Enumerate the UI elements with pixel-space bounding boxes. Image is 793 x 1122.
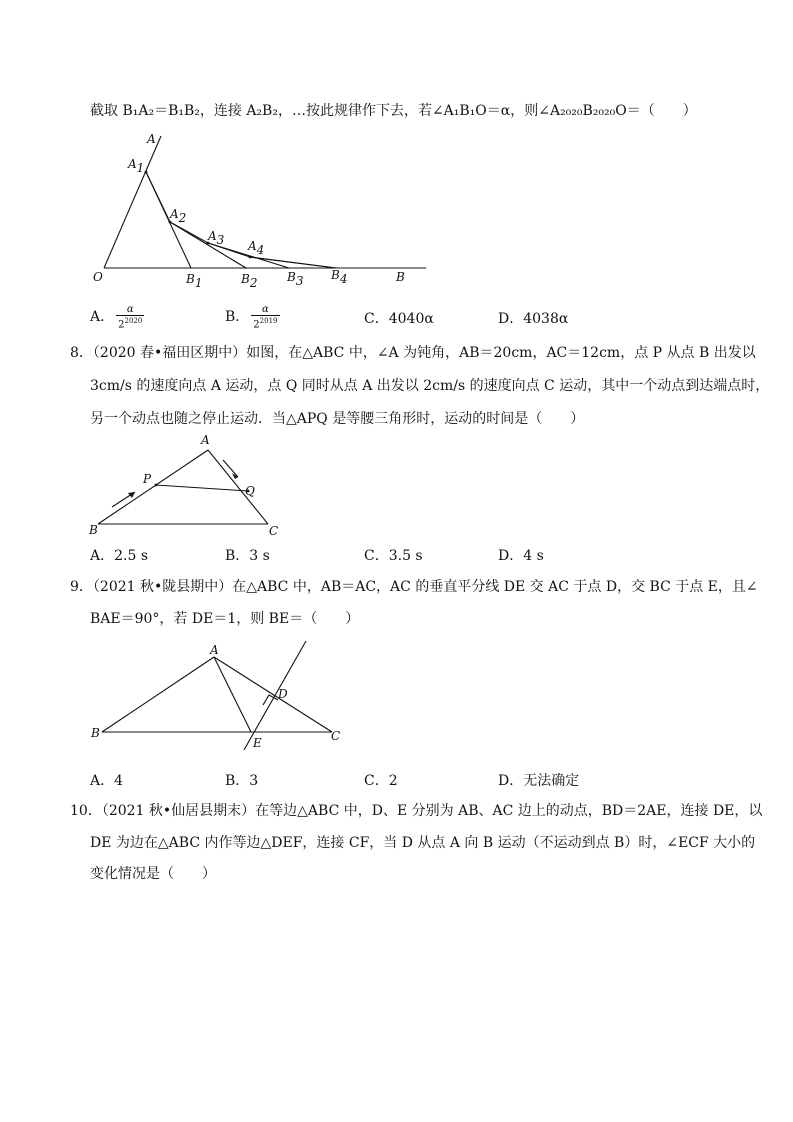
q9-options: [90, 770, 710, 792]
q7-label-A1: A1: [128, 157, 145, 175]
q9-line-2: BAE＝90°，若 DE＝1，则 BE＝（ ）: [90, 611, 360, 627]
q7-label-O: O: [93, 270, 103, 284]
q9-option-c[interactable]: C．2: [364, 773, 398, 789]
q7-options: [90, 304, 710, 331]
q7-label-B2: B2: [241, 272, 258, 290]
q9-label-D: D: [278, 687, 288, 701]
q7-label-A2: A2: [170, 207, 187, 225]
q8-option-c[interactable]: C．3.5 s: [364, 548, 423, 564]
q7-option-b[interactable]: B． $\frac{\alpha}{2^{2019}}$: [225, 304, 278, 331]
q7-option-c[interactable]: C．4040α: [364, 311, 434, 327]
q7-figure: [90, 128, 435, 293]
q9-option-a[interactable]: A．4: [90, 773, 124, 789]
q8-label-P: P: [143, 472, 152, 486]
q7-label-A3: A3: [208, 229, 225, 247]
q8-figure: [88, 432, 288, 542]
q7-label-B4: B4: [331, 268, 348, 286]
q9-label-C: C: [331, 729, 341, 743]
q8-options: [90, 545, 710, 567]
q8-label-C: C: [269, 524, 279, 538]
q8-label-B: B: [89, 523, 98, 537]
q7-stem: 截取 B₁A₂＝B₁B₂，连接 A₂B₂，…按此规律作下去，若∠A₁B₁O＝α，则∠A₂₀₂₀B₂₀₂₀O＝（ ）: [90, 103, 697, 119]
q8-option-a[interactable]: A．2.5 s: [90, 548, 149, 564]
q7-option-d[interactable]: D．4038α: [498, 311, 569, 327]
q8-label-Q: Q: [245, 484, 255, 498]
q7-label-B3: B3: [287, 270, 304, 288]
q7-label-B1: B1: [186, 272, 203, 290]
q7-option-b-fraction: $\frac{\alpha}{2^{2019}}$: [253, 304, 278, 331]
q9-option-d[interactable]: D．无法确定: [498, 773, 580, 789]
q8-option-b[interactable]: B．3 s: [225, 548, 270, 564]
q8-line-3: 另一个动点也随之停止运动．当△APQ 是等腰三角形时，运动的时间是（ ）: [90, 411, 585, 427]
q9-label-B: B: [91, 726, 100, 740]
q10-line-1: 10．（2021 秋•仙居县期末）在等边△ABC 中，D、E 分别为 AB、AC 边上的动点，BD＝2AE，连接 DE，以: [70, 803, 763, 819]
q7-label-A4: A4: [248, 239, 265, 257]
q9-line-1: 9．（2021 秋•陇县期中）在△ABC 中，AB＝AC，AC 的垂直平分线 DE 交 AC 于点 D，交 BC 于点 E，且∠: [70, 579, 758, 595]
q7-label-A: A: [147, 132, 156, 146]
q8-line-1: 8．（2020 春•福田区期中）如图，在△ABC 中，∠A 为钝角，AB＝20cm，AC＝12cm，点 P 从点 B 出发以: [70, 345, 756, 361]
q9-label-A: A: [210, 643, 219, 657]
q9-figure: [88, 640, 348, 755]
q7-label-B: B: [396, 270, 405, 284]
q10-line-2: DE 为边在△ABC 内作等边△DEF，连接 CF，当 D 从点 A 向 B 运动（不运动到点 B）时，∠ECF 大小的: [90, 835, 756, 851]
q7-option-a-fraction: $\frac{\alpha}{2^{2020}}$: [118, 304, 143, 331]
q9-label-E: E: [253, 736, 262, 750]
q9-option-b[interactable]: B．3: [225, 773, 259, 789]
q8-line-2: 3cm/s 的速度向点 A 运动，点 Q 同时从点 A 出发以 2cm/s 的速度向点 C 运动，其中一个动点到达端点时，: [90, 378, 770, 394]
q7-option-a[interactable]: A． $\frac{\alpha}{2^{2020}}$: [90, 304, 143, 331]
q8-label-A: A: [201, 433, 210, 447]
q10-line-3: 变化情况是（ ）: [90, 866, 216, 882]
q8-option-d[interactable]: D．4 s: [498, 548, 544, 564]
